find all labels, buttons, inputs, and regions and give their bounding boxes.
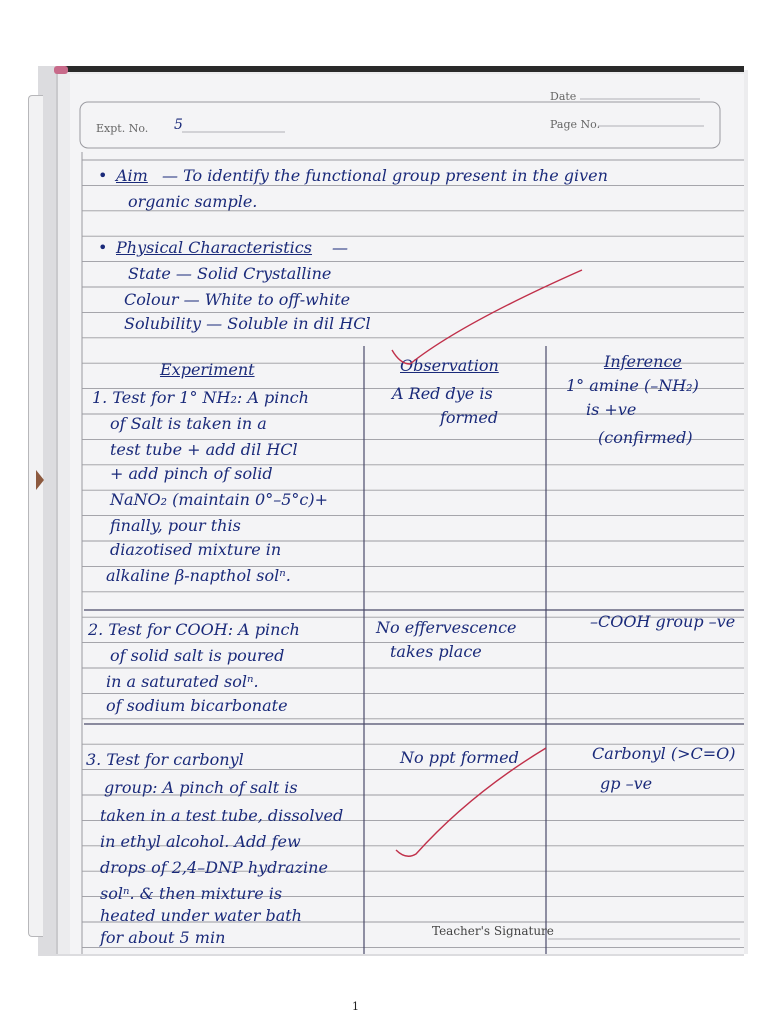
row2-exp-line: of solid salt is poured: [110, 646, 285, 665]
row1-exp-line: test tube + add dil HCl: [110, 440, 298, 459]
row1-exp-line: finally, pour this: [110, 516, 241, 535]
row1-exp-line: of Salt is taken in a: [110, 414, 267, 433]
row3-inf-line: gp –ve: [600, 774, 653, 793]
col-header-inference: Inference: [604, 352, 682, 371]
col-header-experiment: Experiment: [160, 360, 255, 379]
row1-inf-line: is +ve: [586, 400, 637, 419]
notebook-binder-edge: [28, 95, 43, 937]
top-strip: [60, 66, 744, 72]
row3-exp-line: in ethyl alcohol. Add few: [100, 832, 301, 851]
date-label: Date: [550, 90, 577, 103]
row3-exp-line: drops of 2,4–DNP hydrazine: [100, 858, 328, 877]
row2-exp-line: in a saturated solⁿ.: [106, 672, 259, 691]
binder-tab-marker: [36, 470, 44, 490]
row1-exp-line: NaNO₂ (maintain 0°–5°c)+: [110, 490, 328, 509]
physical-heading-dash: —: [332, 238, 348, 257]
row2-obs-line: takes place: [390, 642, 482, 661]
page-no-label: Page No.: [550, 118, 601, 131]
expt-no-value: 5: [174, 117, 183, 133]
tick-marks: [70, 74, 744, 954]
page-number: 1: [352, 1000, 359, 1013]
row1-exp-line: 1. Test for 1° NH₂: A pinch: [92, 388, 309, 407]
row1-inf-line: (confirmed): [598, 428, 693, 447]
red-tick-mark: [392, 270, 582, 364]
row2-exp-line: 2. Test for COOH: A pinch: [88, 620, 300, 639]
row2-exp-line: of sodium bicarbonate: [106, 696, 288, 715]
row3-exp-line: 3. Test for carbonyl: [86, 750, 244, 769]
physical-bullet: •: [98, 238, 108, 257]
aim-line-1: — To identify the functional group present in the given: [162, 166, 608, 185]
row1-exp-line: + add pinch of solid: [110, 464, 273, 483]
red-tick-mark: [396, 748, 546, 856]
row2-obs-line: No effervescence: [376, 618, 517, 637]
row1-exp-line: alkaline β-napthol solⁿ.: [106, 566, 291, 585]
row1-obs-line: formed: [440, 408, 499, 427]
row2-inf-line: –COOH group –ve: [590, 612, 736, 631]
row3-exp-line: group: A pinch of salt is: [104, 778, 298, 797]
row3-exp-line: taken in a test tube, dissolved: [100, 806, 344, 825]
aim-bullet: •: [98, 166, 108, 185]
row3-obs-line: No ppt formed: [400, 748, 519, 767]
aim-heading: Aim: [116, 166, 148, 185]
physical-state: State — Solid Crystalline: [128, 264, 332, 283]
notebook-page: [70, 74, 744, 954]
ribbon-corner: [54, 66, 68, 74]
row1-exp-line: diazotised mixture in: [110, 540, 282, 559]
row3-inf-line: Carbonyl (>C=O): [592, 744, 736, 763]
col-header-observation: Observation: [400, 356, 499, 375]
expt-no-label: Expt. No.: [96, 122, 149, 135]
row3-exp-line: for about 5 min: [100, 928, 226, 947]
aim-line-2: organic sample.: [128, 192, 258, 211]
physical-colour: Colour — White to off-white: [124, 290, 351, 309]
row1-obs-line: A Red dye is: [392, 384, 493, 403]
physical-heading: Physical Characteristics: [116, 238, 312, 257]
row3-exp-line: heated under water bath: [100, 906, 302, 925]
row3-exp-line: solⁿ. & then mixture is: [100, 884, 283, 903]
teacher-signature-label: Teacher's Signature: [432, 924, 554, 938]
physical-solubility: Solubility — Soluble in dil HCl: [124, 314, 371, 333]
row1-inf-line: 1° amine (–NH₂): [566, 376, 699, 395]
